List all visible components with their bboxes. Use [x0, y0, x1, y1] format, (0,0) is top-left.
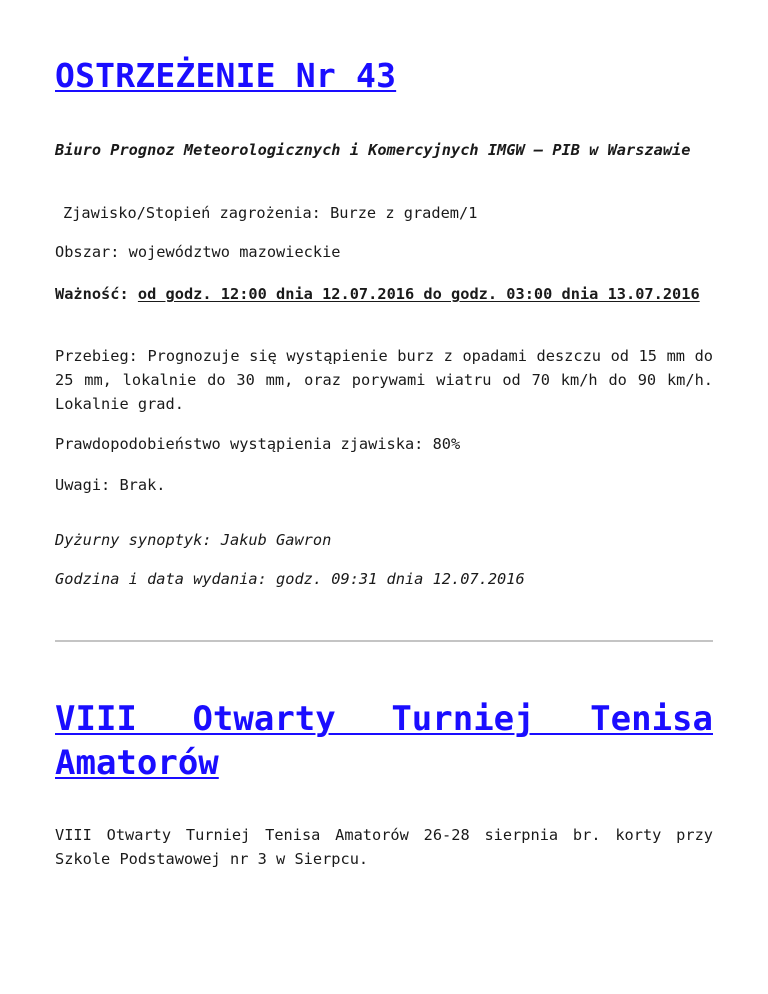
tennis-body-text: VIII Otwarty Turniej Tenisa Amatorów 26-28 sierpnia br. korty przy Szkole Podstawowej nr 3 w Sierpcu.	[55, 826, 713, 868]
issued-datetime-text: Godzina i data wydania: godz. 09:31 dnia 12.07.2016	[55, 570, 525, 588]
area-text: Obszar: województwo mazowieckie	[55, 243, 341, 261]
phenomenon-text: Zjawisko/Stopień zagrożenia: Burze z gradem/1	[63, 204, 478, 222]
validity-value: od godz. 12:00 dnia 12.07.2016 do godz. 03:00 dnia 13.07.2016	[137, 285, 700, 303]
post-title-link-warning[interactable]: OSTRZEŻENIE Nr 43	[55, 56, 397, 95]
remarks-text: Uwagi: Brak.	[55, 476, 166, 494]
validity-label: Ważność:	[55, 285, 129, 303]
course-text: Przebieg: Prognozuje się wystąpienie burz z opadami deszczu od 15 mm do 25 mm, lokalnie do 30 mm, oraz porywami wiatru od 70 km/h do 90 km/h. Lokalnie grad.	[55, 347, 713, 413]
duty-forecaster-text: Dyżurny synoptyk: Jakub Gawron	[55, 531, 332, 549]
probability-text: Prawdopodobieństwo wystąpienia zjawiska: 80%	[55, 435, 461, 453]
organization-name: Biuro Prognoz Meteorologicznych i Komercyjnych IMGW – PIB w Warszawie	[55, 141, 691, 159]
post-title-link-tennis[interactable]: VIII Otwarty Turniej Tenisa Amatorów	[55, 699, 713, 783]
post-title-warning	[55, 56, 396, 96]
post-title-tennis	[55, 697, 713, 785]
validity-text	[55, 282, 713, 306]
post-divider	[55, 640, 713, 642]
